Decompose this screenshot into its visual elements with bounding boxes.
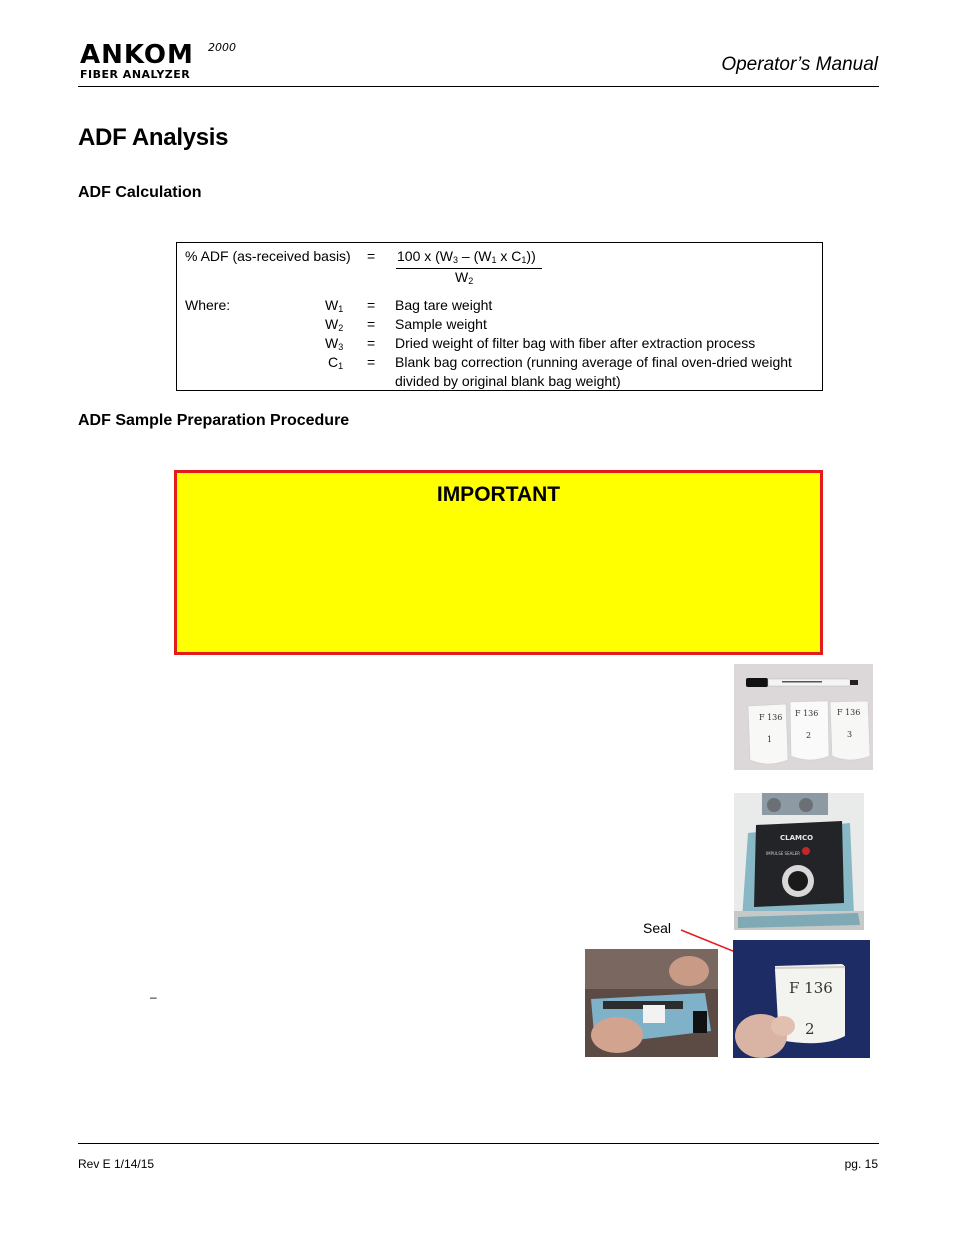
variable-symbol: $C_1$ [328,354,344,371]
sealed-bag-code: F 136 [789,979,833,997]
calculation-heading: ADF Calculation [78,184,202,201]
important-title: IMPORTANT [436,483,561,506]
formula-denominator: $W_2$ [455,269,474,286]
bag-label-1: F 136 [759,713,783,722]
bag-label-2: F 136 [795,709,819,718]
logo-brand: ANKOM [80,40,194,70]
sealed-bag-number: 2 [805,1020,815,1038]
seal-label: Seal [643,920,672,936]
manual-title: Operator’s Manual [721,54,878,75]
variable-equals: = [367,316,376,332]
sealed-bag-photo [733,940,870,1058]
variable-definition: Sample weight [395,316,487,332]
footer-divider [78,1143,879,1144]
variable-definition: Dried weight of filter bag with fiber after extraction process [395,335,756,351]
bag-label-3: F 136 [837,708,861,717]
page-title: ADF Analysis [78,124,229,151]
variable-symbol: $W_3$ [325,335,344,352]
calculation-box [176,242,823,391]
variable-definition: Bag tare weight [395,297,493,313]
important-notice [174,470,823,655]
page-number: pg. 15 [844,1157,878,1171]
stray-dash: – [150,990,157,1004]
bag-number-1: 1 [767,735,773,744]
logo-superscript: 2000 [208,41,236,54]
variable-definition: Blank bag correction (running average of final oven-dried weight [395,354,792,370]
bag-number-3: 3 [847,730,853,739]
sealer-caption: IMPULSE SEALER [766,851,800,856]
formula-lhs: % ADF (as-received basis) [185,248,351,264]
where-label: Where: [185,297,231,313]
formula-numerator: 100 x ($W_3 - (W_1$ x $C_1$)) [397,248,536,265]
bag-number-2: 2 [806,731,812,740]
variable-definition-continued: divided by original blank bag weight) [395,373,621,389]
sealer-front-photo [734,793,864,930]
variable-symbol: $W_2$ [325,316,344,333]
filter-bags-photo [734,664,873,770]
logo-subtitle: FIBER ANALYZER [80,68,191,81]
ankom-logo [80,42,250,84]
header-divider [78,86,879,87]
variable-equals: = [367,354,376,370]
variable-equals: = [367,297,376,313]
variable-symbol: $W_1$ [325,297,344,314]
variable-equals: = [367,335,376,351]
sealing-bag-photo [585,949,718,1057]
formula-equals: = [367,248,376,264]
revision-label: Rev E 1/14/15 [78,1157,155,1171]
preparation-heading: ADF Sample Preparation Procedure [78,412,350,429]
sealer-brand: CLAMCO [780,834,814,842]
